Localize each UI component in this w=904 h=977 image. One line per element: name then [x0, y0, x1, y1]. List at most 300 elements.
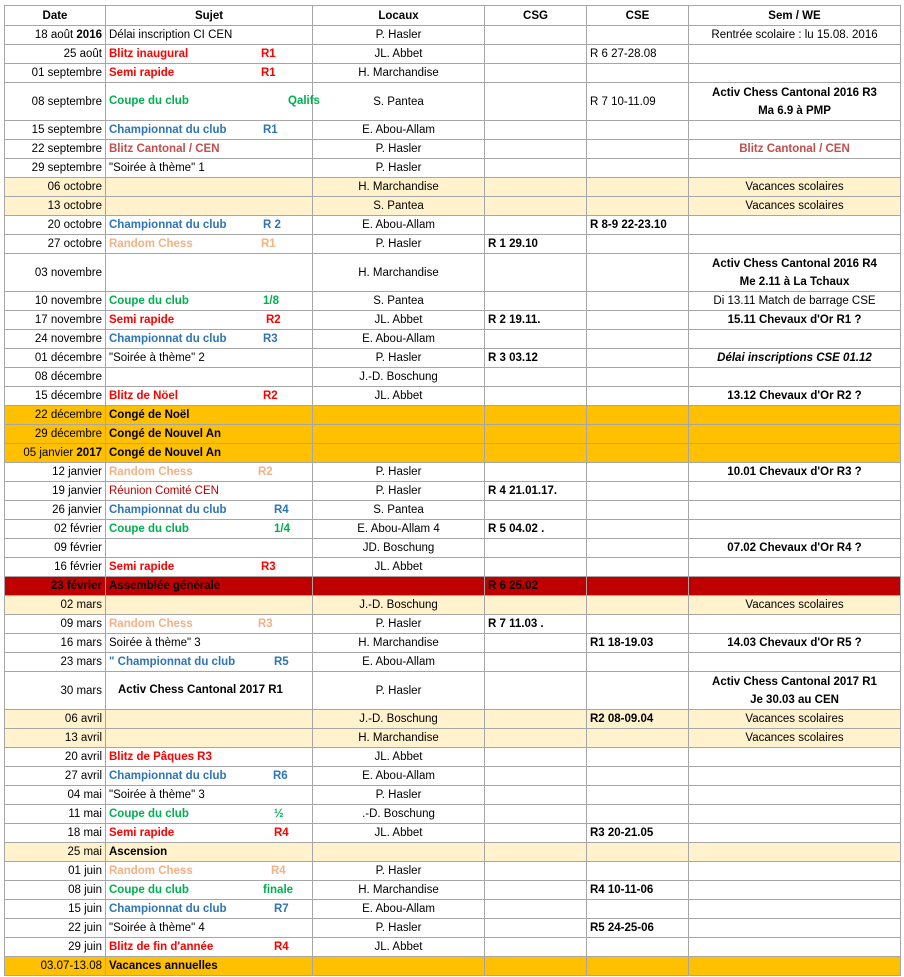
sujet-text: Random Chess: [109, 466, 193, 478]
locaux-text: P. Hasler: [375, 162, 422, 174]
date-cell: [5, 235, 106, 254]
round-tag: 1/8: [263, 295, 279, 307]
date-text: 17 novembre: [34, 314, 102, 326]
cse-cell: [587, 368, 689, 387]
sujet-text: Blitz de Nöel: [109, 390, 179, 402]
date-text: 04 mai: [67, 789, 102, 801]
csg-cell: [485, 292, 587, 311]
we-cell: [689, 653, 901, 672]
we-text: Vacances scolaires: [745, 732, 844, 744]
sujet-text: Congé de Nouvel An: [109, 428, 222, 440]
date-cell: [5, 957, 106, 976]
locaux-cell: [313, 387, 485, 406]
date-text: 10 novembre: [34, 295, 102, 307]
date-text: 08 septembre: [31, 95, 102, 108]
we-text: Activ Chess Cantonal 2016 R4: [712, 257, 877, 270]
locaux-cell: [313, 254, 485, 292]
csg-cell: [485, 539, 587, 558]
table-row: [5, 501, 901, 520]
table-row: [5, 957, 901, 976]
date-text: 13 avril: [64, 732, 102, 744]
sujet-cell: [106, 216, 313, 235]
date-cell: [5, 463, 106, 482]
we-cell: [689, 615, 901, 634]
we-cell: [689, 121, 901, 140]
cse-cell: [587, 653, 689, 672]
round-tag: ½: [274, 808, 284, 820]
we-text: Activ Chess Cantonal 2017 R1: [712, 675, 877, 688]
csg-cell: [485, 311, 587, 330]
sujet-cell: [106, 178, 313, 197]
table-row: [5, 596, 901, 615]
sujet-cell: [106, 463, 313, 482]
cse-cell: [587, 235, 689, 254]
cse-cell: [587, 482, 689, 501]
locaux-text: J.-D. Boschung: [359, 371, 438, 383]
csg-cell: [485, 843, 587, 862]
date-text: 15 décembre: [34, 390, 102, 402]
cse-cell: [587, 26, 689, 45]
we-text: 13.12 Chevaux d'Or R2 ?: [727, 390, 862, 402]
table-row: [5, 64, 901, 83]
sujet-cell: [106, 824, 313, 843]
table-row: [5, 938, 901, 957]
sujet-text: Délai inscription CI CEN: [109, 29, 233, 41]
we-cell: [689, 425, 901, 444]
sujet-cell: [106, 140, 313, 159]
locaux-cell: [313, 64, 485, 83]
sujet-text: "Soirée à thème" 2: [109, 352, 205, 364]
table-row: [5, 520, 901, 539]
sujet-cell: [106, 862, 313, 881]
we-cell: [689, 558, 901, 577]
we-text: Rentrée scolaire : lu 15.08. 2016: [711, 29, 878, 41]
sujet-text: Championnat du club: [109, 770, 227, 782]
csg-text: R 1 29.10: [488, 238, 538, 250]
sujet-text: Championnat du club: [109, 504, 227, 516]
cse-cell: [587, 178, 689, 197]
sujet-cell: [106, 235, 313, 254]
sujet-text: Random Chess: [109, 865, 193, 877]
cse-cell: [587, 577, 689, 596]
date-text: 25 mai: [67, 846, 102, 858]
sujet-cell: [106, 83, 320, 121]
round-tag: R4: [274, 827, 289, 839]
date-cell: [5, 311, 106, 330]
round-tag: R4: [271, 865, 286, 877]
locaux-cell: [313, 539, 485, 558]
date-text: 20 avril: [64, 751, 102, 763]
sujet-cell: [106, 406, 313, 425]
sujet-cell: [106, 520, 313, 539]
csg-cell: [485, 216, 587, 235]
date-text: 23 février: [50, 580, 102, 592]
locaux-text: JL. Abbet: [374, 561, 423, 573]
locaux-cell: [313, 311, 485, 330]
locaux-cell: [313, 938, 485, 957]
cse-cell: [587, 938, 689, 957]
round-tag: R1: [261, 67, 276, 79]
date-cell: [5, 330, 106, 349]
we-cell: [689, 938, 901, 957]
we-cell: [689, 520, 901, 539]
date-text: 02 mars: [60, 599, 102, 611]
sujet-text: "Soirée à thème" 3: [109, 789, 205, 801]
csg-cell: [485, 178, 587, 197]
cse-text: R 7 10-11.09: [590, 95, 656, 108]
sujet-cell: [106, 634, 313, 653]
date-cell: [5, 444, 106, 463]
table-row: [5, 482, 901, 501]
locaux-cell: [313, 501, 485, 520]
csg-cell: [485, 653, 587, 672]
csg-text: R 4 21.01.17.: [488, 485, 558, 497]
locaux-cell: [313, 463, 485, 482]
date-text: 16 mars: [60, 637, 102, 649]
sujet-cell: [106, 368, 313, 387]
locaux-text: P. Hasler: [375, 466, 422, 478]
cse-text: R 8-9 22-23.10: [590, 219, 667, 231]
table-row: [5, 805, 901, 824]
sujet-cell: [106, 311, 313, 330]
locaux-cell: [313, 121, 485, 140]
we-cell: [689, 843, 901, 862]
sujet-cell: [106, 45, 313, 64]
locaux-cell: [313, 292, 485, 311]
table-row: [5, 767, 901, 786]
round-tag: R3: [261, 561, 276, 573]
csg-cell: [485, 45, 587, 64]
locaux-text: E. Abou-Allam 4: [357, 523, 440, 535]
we-cell: [689, 45, 901, 64]
sujet-cell: [106, 729, 313, 748]
cse-cell: [587, 444, 689, 463]
sujet-text: Random Chess: [109, 238, 193, 250]
round-tag: R2: [266, 314, 281, 326]
table-row: [5, 121, 901, 140]
cse-cell: [587, 767, 689, 786]
locaux-cell: [313, 349, 485, 368]
date-text: 23 mars: [60, 656, 102, 668]
csg-cell: [485, 121, 587, 140]
csg-cell: [485, 159, 587, 178]
cse-cell: [587, 805, 689, 824]
locaux-cell: [313, 330, 485, 349]
table-row: [5, 463, 901, 482]
cse-text: R 6 27-28.08: [590, 48, 657, 60]
date-text: 26 janvier: [52, 504, 102, 516]
csg-cell: [485, 406, 587, 425]
we-text: 15.11 Chevaux d'Or R1 ?: [727, 314, 862, 326]
cse-cell: [587, 330, 689, 349]
we-cell: [689, 862, 901, 881]
sujet-cell: [106, 64, 313, 83]
date-cell: [5, 178, 106, 197]
date-text: 29 décembre: [34, 428, 102, 440]
date-text: 15 septembre: [31, 124, 102, 136]
csg-cell: [485, 463, 587, 482]
csg-cell: [485, 235, 587, 254]
sujet-cell: [106, 672, 313, 710]
date-text: 30 mars: [60, 684, 102, 697]
date-text: 29 septembre: [31, 162, 102, 174]
locaux-text: H. Marchandise: [358, 637, 439, 649]
we-cell: [689, 881, 901, 900]
locaux-cell: [313, 159, 485, 178]
date-cell: [5, 140, 106, 159]
locaux-text: S. Pantea: [373, 504, 424, 516]
csg-cell: [485, 900, 587, 919]
round-tag: R4: [274, 941, 289, 953]
round-tag: R1: [261, 238, 276, 250]
locaux-cell: [313, 729, 485, 748]
csg-cell: [485, 786, 587, 805]
sujet-cell: [106, 349, 313, 368]
calendar-table: [4, 5, 901, 976]
locaux-text: P. Hasler: [375, 618, 422, 630]
locaux-text: J.-D. Boschung: [359, 713, 438, 725]
we-cell: [689, 197, 901, 216]
date-cell: [5, 767, 106, 786]
sujet-cell: [106, 254, 313, 292]
table-row: [5, 672, 901, 710]
date-text: 24 novembre: [34, 333, 102, 345]
date-cell: [5, 45, 106, 64]
we-cell: [689, 501, 901, 520]
sujet-text: Blitz de Pâques R3: [109, 751, 212, 763]
header-csg: CSG: [485, 6, 587, 26]
cse-cell: [587, 501, 689, 520]
locaux-text: JL. Abbet: [374, 827, 423, 839]
year-text: 2016: [76, 29, 102, 41]
date-text: 22 décembre: [34, 409, 102, 421]
sujet-cell: [106, 710, 313, 729]
round-tag: R1: [261, 48, 276, 60]
date-text: 25 août: [63, 48, 102, 60]
round-tag: R2: [258, 466, 273, 478]
csg-cell: [485, 368, 587, 387]
csg-cell: [485, 140, 587, 159]
date-cell: [5, 577, 106, 596]
table-row: [5, 634, 901, 653]
date-cell: [5, 862, 106, 881]
locaux-text: JL. Abbet: [374, 941, 423, 953]
we-cell: [689, 349, 901, 368]
sujet-text: Coupe du club: [109, 523, 189, 535]
sujet-text: Ascension: [109, 846, 168, 858]
table-row: [5, 292, 901, 311]
locaux-cell: [313, 634, 485, 653]
we-cell: [689, 767, 901, 786]
sujet-text: Coupe du club: [109, 884, 189, 896]
sujet-text: Activ Chess Cantonal 2017 R1: [118, 684, 283, 696]
locaux-cell: [313, 45, 485, 64]
locaux-cell: [313, 482, 485, 501]
date-cell: [5, 786, 106, 805]
table-row: [5, 653, 901, 672]
date-text: 19 janvier: [52, 485, 102, 497]
we-cell: [689, 140, 901, 159]
we-cell: [689, 26, 901, 45]
locaux-text: E. Abou-Allam: [362, 219, 435, 231]
locaux-text: H. Marchandise: [358, 884, 439, 896]
sujet-cell: [106, 501, 313, 520]
csg-cell: [485, 634, 587, 653]
cse-cell: [587, 463, 689, 482]
locaux-cell: [313, 672, 485, 710]
table-row: [5, 216, 901, 235]
csg-cell: [485, 767, 587, 786]
header-we: Sem / WE: [689, 6, 901, 26]
csg-cell: [485, 957, 587, 976]
csg-text: R 6 25.02: [488, 580, 538, 592]
locaux-text: JD. Boschung: [362, 542, 435, 554]
date-text: 12 janvier: [52, 466, 102, 478]
cse-cell: [587, 254, 689, 292]
locaux-text: P. Hasler: [375, 29, 422, 41]
sujet-cell: [106, 330, 313, 349]
we-cell: [689, 539, 901, 558]
locaux-text: P. Hasler: [375, 352, 422, 364]
date-text: 20 octobre: [47, 219, 102, 231]
date-text: 22 septembre: [31, 143, 102, 155]
cse-cell: [587, 292, 689, 311]
date-cell: [5, 881, 106, 900]
sujet-cell: [106, 653, 313, 672]
date-text: 11 mai: [68, 808, 102, 820]
sujet-cell: [106, 577, 313, 596]
date-text: 01 juin: [68, 865, 102, 877]
sujet-text: Semi rapide: [109, 67, 175, 79]
sujet-text: Championnat du club: [109, 333, 227, 345]
we-text: Vacances scolaires: [745, 599, 844, 611]
sujet-cell: [106, 786, 313, 805]
we-text: 14.03 Chevaux d'Or R5 ?: [727, 637, 862, 649]
sujet-cell: [106, 767, 313, 786]
csg-cell: [485, 615, 587, 634]
csg-text: R 3 03.12: [488, 352, 538, 364]
we-cell: [689, 387, 901, 406]
round-tag: 1/4: [274, 523, 290, 535]
cse-cell: [587, 425, 689, 444]
cse-cell: [587, 520, 689, 539]
date-cell: [5, 596, 106, 615]
we-cell: [689, 957, 901, 976]
csg-cell: [485, 805, 587, 824]
table-row: [5, 919, 901, 938]
csg-cell: [485, 26, 587, 45]
locaux-cell: [313, 577, 485, 596]
date-cell: [5, 197, 106, 216]
csg-cell: [485, 558, 587, 577]
table-row: [5, 83, 901, 121]
locaux-text: S. Pantea: [373, 95, 424, 108]
we-cell: [689, 64, 901, 83]
we-cell: [689, 634, 901, 653]
sujet-text: Soirée à thème" 3: [109, 637, 201, 649]
we-cell: [689, 292, 901, 311]
csg-cell: [485, 919, 587, 938]
date-cell: [5, 121, 106, 140]
sujet-cell: [106, 938, 313, 957]
we-cell: [689, 83, 901, 121]
table-row: [5, 159, 901, 178]
we-text: Di 13.11 Match de barrage CSE: [713, 295, 876, 307]
round-tag: finale: [263, 884, 294, 896]
csg-cell: [485, 881, 587, 900]
locaux-text: JL. Abbet: [374, 48, 423, 60]
we-cell: [689, 254, 901, 292]
sujet-text: Semi rapide: [109, 827, 175, 839]
locaux-text: J.-D. Boschung: [359, 599, 438, 611]
sujet-cell: [106, 292, 313, 311]
date-text: 09 février: [54, 542, 102, 554]
locaux-text: JL. Abbet: [374, 314, 423, 326]
sujet-cell: [106, 919, 313, 938]
date-cell: [5, 615, 106, 634]
we-cell: [689, 330, 901, 349]
date-text: 09 mars: [60, 618, 102, 630]
we-cell: [689, 178, 901, 197]
sujet-cell: [106, 197, 313, 216]
date-cell: [5, 748, 106, 767]
cse-text: R1 18-19.03: [590, 637, 654, 649]
table-row: [5, 140, 901, 159]
we-cell: [689, 463, 901, 482]
sujet-cell: [106, 539, 313, 558]
date-text: 01 septembre: [31, 67, 102, 79]
locaux-cell: [313, 957, 485, 976]
cse-cell: [587, 45, 689, 64]
sujet-text: Semi rapide: [109, 314, 175, 326]
csg-cell: [485, 64, 587, 83]
table-row: [5, 178, 901, 197]
cse-cell: [587, 672, 689, 710]
date-text: 01 décembre: [34, 352, 102, 364]
header-locaux: Locaux: [313, 6, 485, 26]
table-row: [5, 843, 901, 862]
locaux-text: P. Hasler: [375, 789, 422, 801]
csg-cell: [485, 444, 587, 463]
csg-cell: [485, 577, 587, 596]
date-text: 03 novembre: [34, 266, 102, 279]
locaux-cell: [313, 862, 485, 881]
locaux-text: E. Abou-Allam: [362, 124, 435, 136]
table-row: [5, 387, 901, 406]
locaux-cell: [313, 710, 485, 729]
locaux-cell: [313, 843, 485, 862]
date-cell: [5, 425, 106, 444]
cse-cell: [587, 824, 689, 843]
cse-cell: [587, 881, 689, 900]
locaux-text: P. Hasler: [375, 238, 422, 250]
we-text-2: Ma 6.9 à PMP: [758, 104, 831, 117]
date-cell: [5, 406, 106, 425]
cse-cell: [587, 140, 689, 159]
round-tag: R1: [263, 124, 278, 136]
we-cell: [689, 482, 901, 501]
sujet-cell: [106, 843, 313, 862]
locaux-cell: [313, 216, 485, 235]
cse-text: R2 08-09.04: [590, 713, 654, 725]
table-row: [5, 254, 901, 292]
csg-cell: [485, 596, 587, 615]
sujet-cell: [106, 121, 313, 140]
cse-cell: [587, 615, 689, 634]
csg-cell: [485, 729, 587, 748]
date-cell: [5, 254, 106, 292]
locaux-text: S. Pantea: [373, 295, 424, 307]
